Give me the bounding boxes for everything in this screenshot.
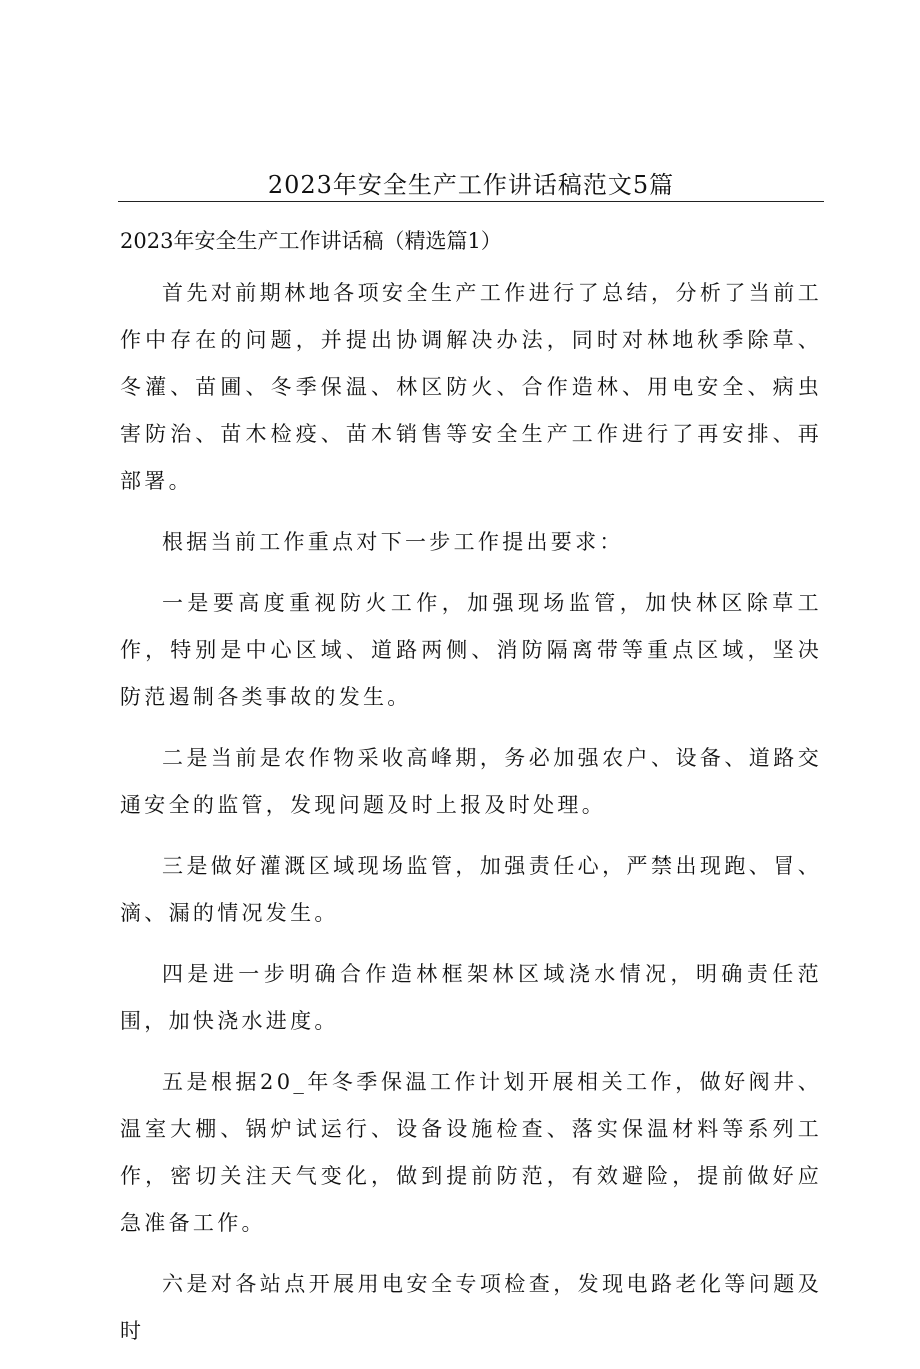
paragraph: 一是要高度重视防火工作，加强现场监管，加快林区除草工作，特别是中心区域、道路两侧、消防隔离带等重点区域，坚决防范遏制各类事故的发生。 <box>120 591 822 709</box>
document-title: 2023年安全生产工作讲话稿范文5篇 <box>267 171 675 199</box>
section-heading: 2023年安全生产工作讲话稿（精选篇1） <box>120 229 502 253</box>
paragraph: 四是进一步明确合作造林框架林区域浇水情况，明确责任范围，加快浇水进度。 <box>120 962 822 1033</box>
paragraph: 三是做好灌溉区域现场监管，加强责任心，严禁出现跑、冒、滴、漏的情况发生。 <box>120 854 822 925</box>
paragraph: 二是当前是农作物采收高峰期，务必加强农户、设备、道路交通安全的监管，发现问题及时上报及时处理。 <box>120 746 822 817</box>
paragraph: 五是根据20_年冬季保温工作计划开展相关工作，做好阀井、温室大棚、锅炉试运行、设备设施检查、落实保温材料等系列工作，密切关注天气变化，做到提前防范，有效避险，提前做好应急准备工作。 <box>120 1070 822 1235</box>
title-underline <box>118 201 824 202</box>
paragraph: 首先对前期林地各项安全生产工作进行了总结，分析了当前工作中存在的问题，并提出协调解决办法，同时对林地秋季除草、冬灌、苗圃、冬季保温、林区防火、合作造林、用电安全、病虫害防治、苗木检疫、苗木销售等安全生产工作进行了再安排、再部署。 <box>120 281 822 493</box>
paragraph: 六是对各站点开展用电安全专项检查，发现电路老化等问题及时 <box>120 1272 822 1343</box>
document-body <box>120 270 822 1369</box>
paragraph: 根据当前工作重点对下一步工作提出要求： <box>162 530 624 554</box>
